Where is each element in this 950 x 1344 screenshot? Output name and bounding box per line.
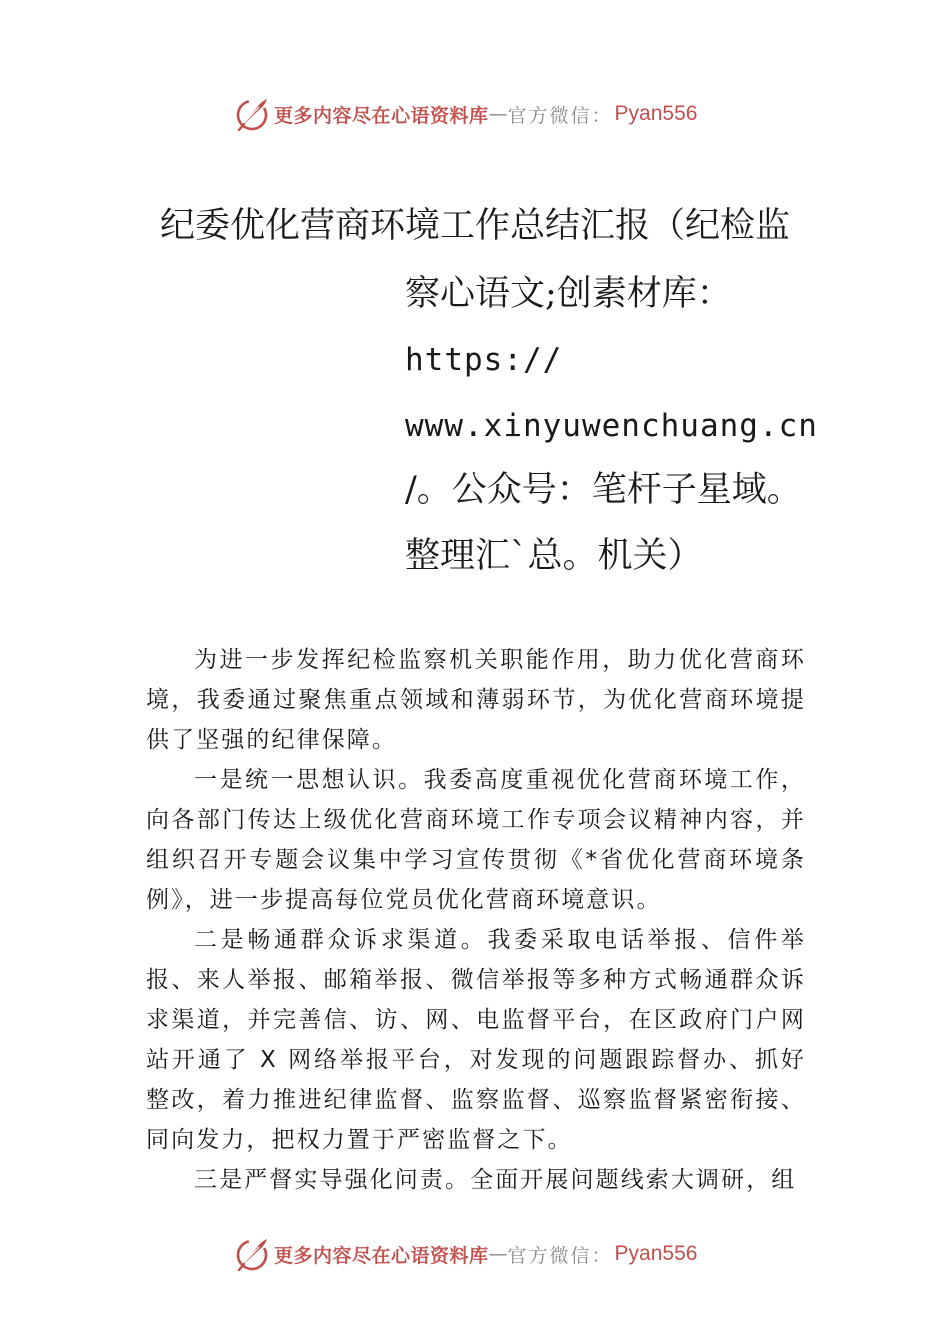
- title-line-5: /。公众号：笔杆子星域。: [405, 470, 802, 510]
- paragraph-point-2: 二是畅通群众诉求渠道。我委采取电话举报、信件举报、来人举报、邮箱举报、微信举报等多种方式畅通群众诉求渠道，并完善信、访、网、电监督平台，在区政府门户网站开通了 X 网络举报平台，对发现的问题跟踪督办、抓好整改，着力推进纪律监督、监察监督、巡察监督紧密衔接、同向发力，把权力置于严密监督之下。: [146, 927, 806, 1153]
- title-line-6: 整理汇`总。机关）: [405, 536, 703, 576]
- banner-brand-text: 更多内容尽在心语资料库: [274, 1244, 489, 1267]
- paragraph-intro: 为进一步发挥纪检监察机关职能作用，助力优化营商环境，我委通过聚焦重点领域和薄弱环节，为优化营商环境提供了坚强的纪律保障。: [146, 647, 806, 753]
- header-banner: [232, 94, 697, 134]
- banner-wechat-label: 官方微信：: [507, 104, 613, 127]
- banner-dash: —: [488, 103, 508, 125]
- banner-dash: —: [488, 1243, 508, 1265]
- quill-pen-logo-icon: [232, 94, 272, 134]
- banner-wechat-label: 官方微信：: [507, 1244, 613, 1267]
- footer-banner: [232, 1234, 697, 1274]
- title-line-1: 纪委优化营商环境工作总结汇报（纪检监: [160, 206, 791, 246]
- banner-brand-text: 更多内容尽在心语资料库: [274, 104, 489, 127]
- paragraph-point-3: 三是严督实导强化问责。全面开展问题线索大调研，组: [194, 1167, 797, 1193]
- banner-wechat-id: Pyan556: [614, 1242, 698, 1265]
- title-line-4: www.xinyuwenchuang.cn: [405, 408, 818, 444]
- document-body: [146, 640, 806, 1200]
- banner-wechat-id: Pyan556: [614, 102, 698, 125]
- title-line-2: 察心语文;创素材库：: [405, 274, 732, 314]
- paragraph-point-1: 一是统一思想认识。我委高度重视优化营商环境工作，向各部门传达上级优化营商环境工作专项会议精神内容，并组织召开专题会议集中学习宣传贯彻《*省优化营商环境条例》，进一步提高每位党员优化营商环境意识。: [146, 767, 806, 913]
- quill-pen-logo-icon: [232, 1234, 272, 1274]
- title-line-3: https://: [405, 342, 563, 378]
